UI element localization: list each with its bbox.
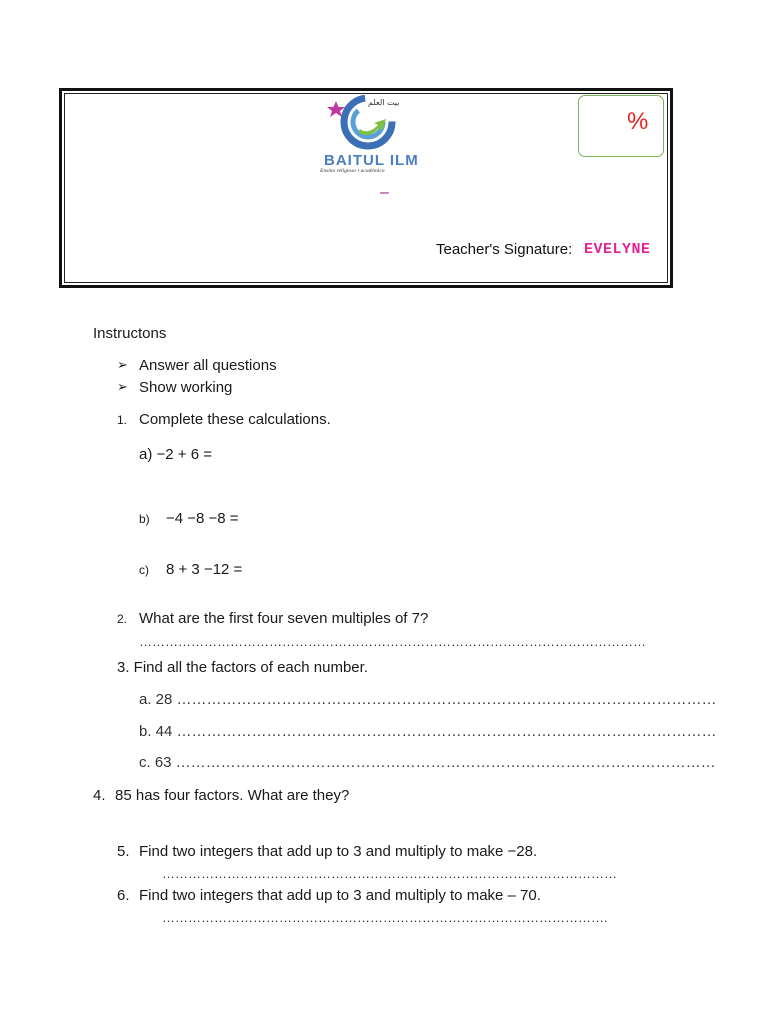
question-5-number: 5. — [117, 843, 130, 860]
name-dash: – — [380, 184, 389, 201]
question-3-text: 3. Find all the factors of each number. — [117, 659, 368, 676]
score-box — [578, 95, 664, 157]
question-3a-answer-line[interactable]: a. 28 ……………………………………………………………………………………………… — [139, 691, 717, 708]
score-percent-symbol: % — [627, 108, 649, 135]
question-4-number: 4. — [93, 787, 106, 804]
question-2-answer-line[interactable]: ……………………………………………………………………………………………………… — [139, 634, 646, 649]
question-3c-answer-line[interactable]: c. 63 ……………………………………………………………………………………………… — [139, 754, 716, 771]
question-1a: a) −2 + 6 = — [139, 446, 212, 463]
question-1c-label: c) — [139, 563, 149, 577]
question-1c-expression: 8 + 3 −12 = — [166, 561, 243, 578]
question-5-text: Find two integers that add up to 3 and multiply to make −28. — [139, 843, 538, 860]
question-1b-expression: −4 −8 −8 = — [166, 510, 239, 527]
question-1-text: Complete these calculations. — [139, 411, 331, 428]
signature-name: EVELYNE — [584, 241, 651, 258]
question-1-number: 1. — [117, 413, 128, 427]
instructions-title: Instructons — [93, 325, 167, 342]
logo-name-text: BAITUL ILM — [324, 152, 419, 169]
question-3b-answer-line[interactable]: b. 44 ……………………………………………………………………………………………… — [139, 723, 717, 740]
logo-tagline: Ensino religioso • académico — [320, 168, 385, 174]
instruction-item: Answer all questions — [139, 357, 277, 374]
question-5-answer-line[interactable]: …………………………………………………………………………………………… — [162, 866, 617, 881]
arrow-bullet-icon: ➢ — [117, 357, 128, 372]
arrow-bullet-icon: ➢ — [117, 379, 128, 394]
instruction-item: Show working — [139, 379, 233, 396]
logo-arabic-text: بيت العلم — [368, 98, 400, 107]
question-2-text: What are the first four seven multiples of 7? — [139, 610, 429, 627]
question-2-number: 2. — [117, 612, 128, 626]
question-1b-label: b) — [139, 512, 150, 526]
question-4-text: 85 has four factors. What are they? — [115, 787, 350, 804]
question-6-text: Find two integers that add up to 3 and multiply to make – 70. — [139, 887, 541, 904]
signature-label: Teacher's Signature: — [436, 241, 573, 258]
question-6-answer-line[interactable]: …………………………………………………………………………………………. — [162, 910, 608, 925]
question-6-number: 6. — [117, 887, 130, 904]
school-logo — [316, 95, 426, 177]
